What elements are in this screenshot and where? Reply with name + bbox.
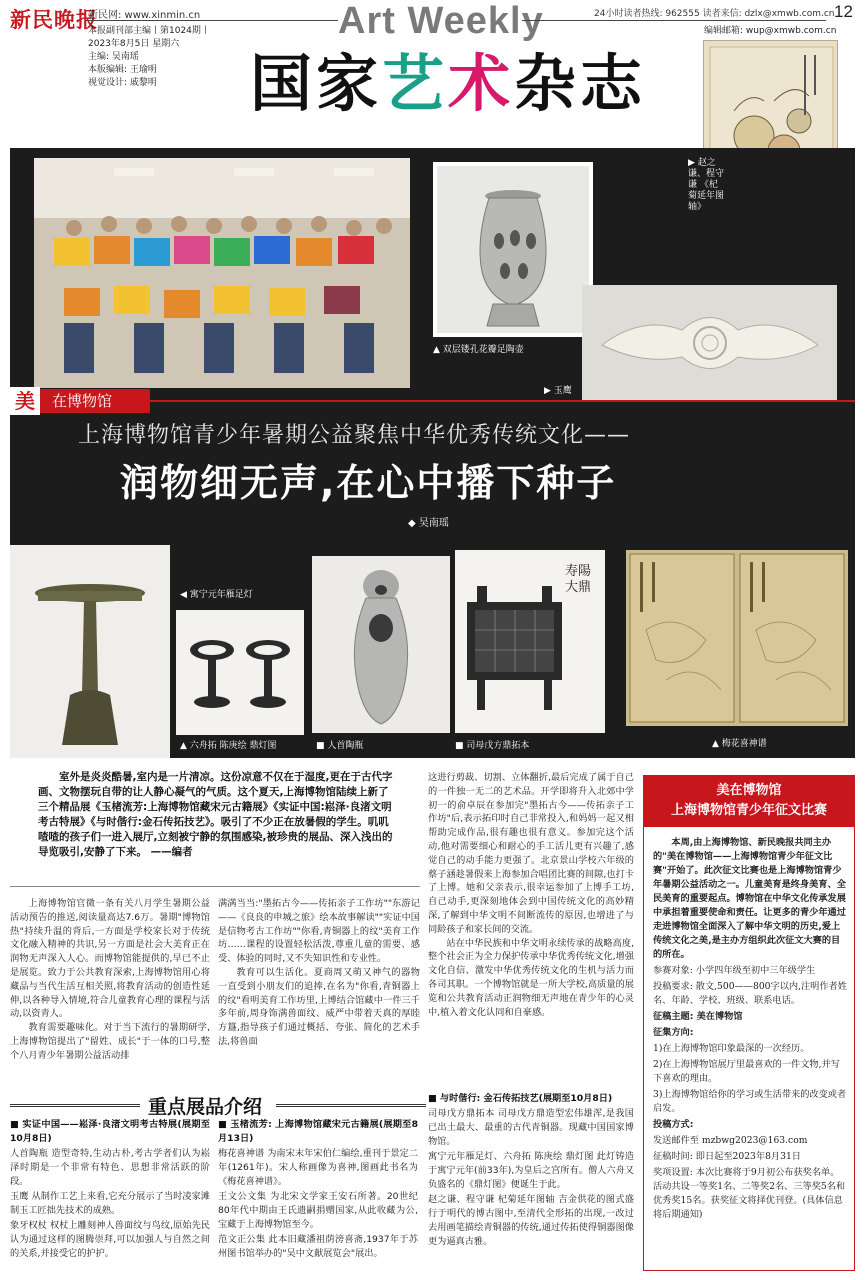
- issue-date: 2023年8月5日 星期六: [88, 39, 180, 49]
- right-column-top: [428, 771, 634, 1019]
- exhibits-header: 重点展品介绍: [148, 1096, 263, 1118]
- site-url[interactable]: 新民网: www.xinmin.cn: [88, 10, 201, 21]
- issue-meta: [88, 25, 210, 90]
- caption-painting: ▶ 赵之谦、程守谦 《杞菊延年图轴》: [688, 158, 725, 212]
- contest-email[interactable]: 发送邮件至 mzbwg2023@163.com: [653, 1135, 808, 1146]
- exhibit-2-item-1: 梅花喜神谱 为南宋末年宋伯仁编绘,重刊于景定二年(1261年)。宋人称画像为喜神,图画此书名为《梅花喜神谱》。: [218, 1148, 418, 1187]
- newspaper-logo: 新民晚报: [10, 7, 98, 32]
- contest-direction-label: 征集方向:: [653, 1027, 694, 1038]
- figure-pot-image: [312, 556, 450, 733]
- visual-designer: 视觉设计: 戚黎明: [88, 78, 157, 88]
- section-title-en: Art Weekly: [338, 0, 544, 42]
- exhibit-3-item-3: 赵之谦、程守谦 杞菊延年图轴 吉金供花的图式盛行于明代的博古图中,至清代全形拓的出现,一改过去用画笔描绘青铜器的传统,通过传拓使得铜器图像更为逼真古雅。: [428, 1194, 634, 1247]
- body-col1-para-1: 上海博物馆官微一条有关八月学生暑期公益活动预告的推送,阅读量高达7.6万。暑期"博物馆热"持续升温的背后,一方面是学校家长对于传统文化融入精神的共识,另一方面是社会大美育正在润物无声深入人心。而博物馆能提供的,早已不止是展览。致力于公共教育深索,上海博物馆用心将藏品与当代生活互相关照,将教育活动的创造性延伸,以各种导入情境,符合儿童教育心理的课程与活动,以资青人。: [10, 898, 210, 1020]
- group-photo: [34, 158, 410, 388]
- exhibit-2-item-3: 范文正公集 此本旧藏潘祖荫滂喜斋,1937年于苏州图书馆举办的"吴中文献展览会"展出。: [218, 1234, 418, 1259]
- contest-requirements: 投稿要求: 散文,500——800字以内,注明作者姓名、年龄、学校、班级、联系电话。: [653, 981, 847, 1006]
- article-author: ◆ 吴南瑶: [408, 518, 449, 529]
- editor-email[interactable]: 编辑邮箱: wup@xmwb.com.cn: [704, 26, 837, 36]
- exhibit-2-title: ■ 玉楮流芳: 上海博物馆藏宋元古籍展(展期至8月13日): [218, 1119, 418, 1144]
- essay-contest-body: [653, 836, 847, 1224]
- exhibit-group-2: [218, 1118, 418, 1262]
- contest-direction-1: 1)在上海博物馆印象最深的一次经历。: [653, 1043, 810, 1054]
- reader-hotline: 24小时读者热线: 962555 读者来信: dzlx@xmwb.com.cn: [594, 9, 835, 19]
- body-column-2: [218, 897, 420, 1049]
- caption-rubbing-six: ▲ 六舟拓 陈庚绘 鼎灯图: [180, 741, 277, 751]
- lamp-photo: [10, 545, 170, 758]
- contest-deadline: 征稿时间: 即日起至2023年8月31日: [653, 1151, 801, 1162]
- contest-direction-2: 2)在上海博物馆展厅里最喜欢的一件文物,并写下喜欢的理由。: [653, 1059, 840, 1084]
- contest-prizes: 奖项设置: 本次比赛将于9月初公布获奖名单。活动共设一等奖1名、二等奖2名、三等奖5名和优秀奖15名。获奖征文将择优刊登。(具体信息将后期通知): [653, 1167, 846, 1220]
- exhibit-group-3: [428, 1092, 634, 1250]
- caption-lamp: ◀ 寓宁元年雁足灯: [180, 590, 253, 600]
- exhibit-3-title: ■ 与时偕行: 金石传拓技艺(展期至10月8日): [428, 1093, 613, 1104]
- article-title: 润物细无声,在心中播下种子: [120, 461, 617, 505]
- contest-method-label: 投稿方式:: [653, 1119, 694, 1130]
- title-part-4: 杂志: [514, 47, 647, 120]
- article-subtitle: 上海博物馆青少年暑期公益聚焦中华优秀传统文化——: [78, 423, 631, 448]
- exhibit-3-item-2: 寓宁元年雁足灯、六舟拓 陈庚绘 鼎灯图 此灯铸造于寓宁元年(前33年),为皇后之宫所有。僧人六舟又负盛名的《鼎灯图》便诞生于此。: [428, 1151, 634, 1190]
- contest-intro: 本周,由上海博物馆、新民晚报共同主办的"美在博物馆——上海博物馆青少年征文比赛"开始了。此次征文比赛也是上海博物馆青少年暑期公益活动之一。儿童美育是终身美育、全民美育的重要起点。博物馆在中华文化传承发展中承担着重要使命和责任。让更多的青少年通过走进博物馆全面深入了解中华文明的历史,爱上传统文化之美,是主办方组织此次征文大赛的目的所在。: [653, 837, 846, 960]
- rubbing-lamp-image: [176, 610, 304, 735]
- issue-number: 本报副刊部主编丨第1024期丨: [88, 26, 210, 36]
- jade-eagle-photo: [582, 285, 837, 400]
- section-title-cn: [250, 34, 646, 123]
- masthead-rule-left: [86, 20, 338, 21]
- body-col1-para-2: 教育需要趣味化。对于当下流行的暑期研学,上海博物馆提出了"留姓、成长"于一体的口号,整个八月青少年暑期公益活动排: [10, 1022, 210, 1061]
- contest-title-1: 美在博物馆: [716, 783, 782, 798]
- chief-editor: 主编: 吴南瑶: [88, 52, 139, 62]
- exhibits-rule-left: [10, 1104, 140, 1107]
- contest-theme: 征稿主题: 美在博物馆: [653, 1011, 743, 1022]
- caption-ding-rubbing: ■ 司母戊方鼎拓本: [455, 741, 530, 751]
- exhibits-rule-right: [276, 1104, 426, 1107]
- right-column-para-1: 这进行剪裁、切割、立体翻折,最后完成了属于自己的一件独一无二的艺术品。开学即将升入北郊中学初一的俞卓辰在参加完"墨拓古今——传拓亲子工作坊"后,表示拓印时自己非常投入,和妈妈一起又相帮助完成作品,很有趣也很有意义。参加完这个活动,他对需要细心和耐心的手工活儿更有兴趣了,感觉自己的动手能力更强了。北京景山学校六年级的蔡子涵趁暑假来上海参加合唱团比赛的间隙,也打卡了上博。她和父亲表示,很幸运参加了上博手工坊,自己动手,更深刻地体会到中国传统文化的高妙精深,了解到中华文明不间断流传的原因,也增进了与同龄孩子和家长间的交流。: [428, 772, 634, 935]
- right-column-para-2: 站在中华民族和中华文明永续传承的战略高度,整个社会正为全力保护传承中华优秀传统文化,增强文化自信、激发中华优秀传统文化的生机与活力而各司其职。一个博物馆就是一所大学校,高质量的展览和公共教育活动正润物细无声地在青少年的心灵中,植入着文化认同和自豪感。: [428, 937, 634, 1018]
- caption-jade: ▶ 玉鹰: [544, 386, 572, 396]
- tag-rule: [150, 400, 855, 402]
- body-col2-para-2: 教育可以生活化。夏商周又萌又神气的器物一直受到小朋友们的追捧,在名为"你看,青铜器上的纹"看明美育工作坊里,上博结合馆藏中一件三千多年前,周身饰满兽面纹、威严中带着天真的厚睦方簋,指导孩子们通过概括、夸张、简化的艺术手法,将兽面: [218, 966, 420, 1047]
- tag-mei: 美: [10, 387, 40, 415]
- title-part-1: 国家: [250, 47, 383, 120]
- body-col2-para-1: 满满当当:"墨拓古今——传拓亲子工作坊""东游记——《良良的申城之旅》绘本故事解读""实证中国是信物考古工作坊""你看,青铜器上的纹"美育工作坊……课程的设置轻松活泼,尊重儿童的需要、感受、体验的同时,又不失知识性和专业性。: [218, 898, 420, 965]
- ding-inscription: 寿陽大鼎: [565, 564, 592, 595]
- exhibit-3-item-1: 司母戊方鼎拓本 司母戊方鼎造型宏伟雄浑,是我国已出土最大、最重的古代青铜器。现藏中国国家博物馆。: [428, 1108, 634, 1147]
- masthead-rule-right: [522, 20, 826, 21]
- page-number: 12: [834, 2, 853, 21]
- contest-target: 参赛对象: 小学四年级至初中三年级学生: [653, 965, 816, 976]
- exhibit-group-1: [10, 1118, 210, 1262]
- contest-title-2: 上海博物馆青少年征文比赛: [670, 803, 827, 818]
- calligraphy-image: [626, 550, 848, 726]
- page-editor: 本版编辑: 王瑜明: [88, 65, 157, 75]
- exhibit-1-title: ■ 实证中国——崧泽·良渚文明考古特展(展期至10月8日): [10, 1119, 210, 1144]
- contest-direction-3: 3)上海博物馆给你的学习或生活带来的改变或者启发。: [653, 1089, 847, 1114]
- tag-at-museum: 在博物馆: [40, 389, 150, 413]
- essay-contest-header: [643, 775, 855, 827]
- caption-figure-pot: ■ 人首陶瓶: [316, 741, 364, 751]
- editor-lead: 室外是炎炎酷暑,室内是一片清凉。这份凉意不仅在于湿度,更在于古代字画、文物摆玩自带的让人静心凝气的气质。这个夏天,上海博物馆陆续上新了三个精品展《玉楮流芳:上海博物馆藏宋元古籍展》《实证中国:崧泽·良渚文明考古特展》《与时偕行:金石传拓技艺》。吸引了不少正在放暑假的学生。叽叽喳喳的孩子们一进入展厅,立刻被宁静的氛围感染,被珍贵的展品、深入浅出的导览吸引,安静了下来。 ——编者: [38, 771, 393, 858]
- caption-vase: ▲ 双层镂孔花瓣足陶壶: [433, 345, 524, 355]
- lead-divider: [10, 886, 420, 887]
- title-part-3: 术: [448, 47, 515, 120]
- exhibit-1-item-3: 象牙权杖 权杖上雕刻神人兽面纹与鸟纹,原始先民认为通过这样的图腾崇拜,可以加强人与自然之间的关系,并接受它的护护。: [10, 1220, 210, 1259]
- caption-calligraphy: ▲ 梅花喜神谱: [712, 739, 767, 749]
- body-column-1: [10, 897, 210, 1063]
- title-part-2: 艺: [382, 47, 449, 120]
- ding-rubbing-image: [455, 550, 605, 733]
- exhibit-1-item-1: 人首陶瓶 造型奇特,生动古朴,考古学者们认为崧泽时期是一个非常有特色、思想非常活跃的阶段。: [10, 1148, 210, 1187]
- exhibit-1-item-2: 玉鹰 从制作工艺上来看,它充分展示了当时凌家滩制玉工匠拙先技术的成熟。: [10, 1191, 210, 1216]
- vase-photo: [433, 162, 593, 337]
- exhibit-2-item-2: 王文公文集 为北宋文学家王安石所著。20世纪80年代中期由王氏遗嗣捐赠国家,从此收藏为公,宝藏于上海博物馆至今。: [218, 1191, 418, 1230]
